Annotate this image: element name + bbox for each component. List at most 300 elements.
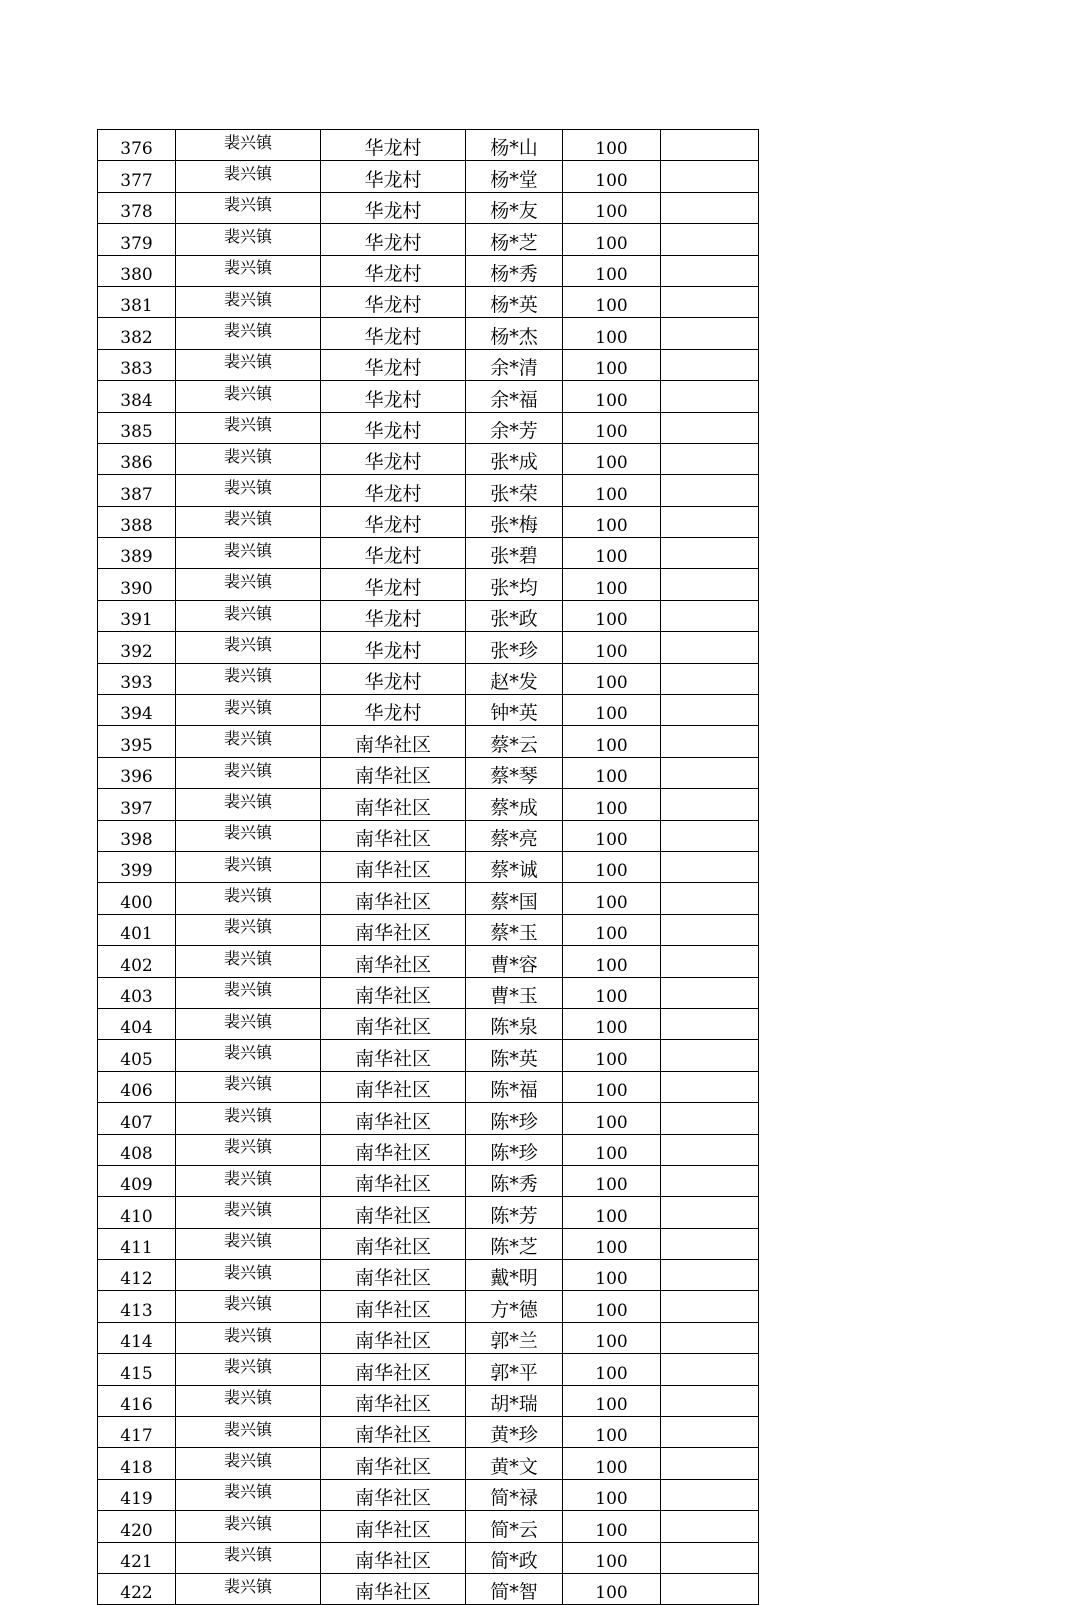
person-name-cell: 杨*秀	[466, 255, 563, 286]
village-cell: 南华社区	[321, 1071, 466, 1102]
table-row	[98, 286, 759, 317]
amount-cell: 100	[563, 475, 661, 506]
person-name-cell: 余*清	[466, 349, 563, 380]
person-name-cell: 简*禄	[466, 1479, 563, 1510]
person-name-cell: 蔡*琴	[466, 757, 563, 788]
serial-number-cell: 407	[98, 1103, 176, 1134]
table-row	[98, 1103, 759, 1134]
village-cell: 华龙村	[321, 538, 466, 569]
person-name-cell: 陈*英	[466, 1040, 563, 1071]
town-cell: 裴兴镇	[176, 1103, 321, 1134]
note-cell	[661, 946, 759, 977]
village-cell: 南华社区	[321, 883, 466, 914]
serial-number-cell: 414	[98, 1322, 176, 1353]
person-name-cell: 蔡*云	[466, 726, 563, 757]
note-cell	[661, 1385, 759, 1416]
town-cell: 裴兴镇	[176, 726, 321, 757]
person-name-cell: 简*智	[466, 1573, 563, 1604]
town-cell: 裴兴镇	[176, 1573, 321, 1604]
serial-number-cell: 403	[98, 977, 176, 1008]
town-cell: 裴兴镇	[176, 349, 321, 380]
town-cell: 裴兴镇	[176, 757, 321, 788]
town-cell: 裴兴镇	[176, 820, 321, 851]
serial-number-cell: 405	[98, 1040, 176, 1071]
note-cell	[661, 1134, 759, 1165]
village-cell: 南华社区	[321, 1354, 466, 1385]
serial-number-cell: 388	[98, 506, 176, 537]
note-cell	[661, 1040, 759, 1071]
serial-number-cell: 402	[98, 946, 176, 977]
note-cell	[661, 1511, 759, 1542]
note-cell	[661, 412, 759, 443]
note-cell	[661, 255, 759, 286]
amount-cell: 100	[563, 161, 661, 192]
town-cell: 裴兴镇	[176, 663, 321, 694]
town-cell: 裴兴镇	[176, 632, 321, 663]
amount-cell: 100	[563, 695, 661, 726]
village-cell: 南华社区	[321, 1040, 466, 1071]
amount-cell: 100	[563, 506, 661, 537]
village-cell: 南华社区	[321, 1417, 466, 1448]
serial-number-cell: 384	[98, 381, 176, 412]
village-cell: 南华社区	[321, 1165, 466, 1196]
amount-cell: 100	[563, 1134, 661, 1165]
town-cell: 裴兴镇	[176, 851, 321, 882]
amount-cell: 100	[563, 789, 661, 820]
table-row	[98, 1008, 759, 1039]
serial-number-cell: 395	[98, 726, 176, 757]
village-cell: 华龙村	[321, 475, 466, 506]
amount-cell: 100	[563, 1354, 661, 1385]
note-cell	[661, 1197, 759, 1228]
serial-number-cell: 400	[98, 883, 176, 914]
village-cell: 南华社区	[321, 1134, 466, 1165]
amount-cell: 100	[563, 1291, 661, 1322]
town-cell: 裴兴镇	[176, 381, 321, 412]
note-cell	[661, 381, 759, 412]
village-cell: 华龙村	[321, 443, 466, 474]
serial-number-cell: 390	[98, 569, 176, 600]
table-row	[98, 1197, 759, 1228]
amount-cell: 100	[563, 1197, 661, 1228]
note-cell	[661, 1008, 759, 1039]
person-name-cell: 戴*明	[466, 1260, 563, 1291]
serial-number-cell: 410	[98, 1197, 176, 1228]
table-row	[98, 1511, 759, 1542]
person-name-cell: 张*碧	[466, 538, 563, 569]
person-name-cell: 陈*秀	[466, 1165, 563, 1196]
village-cell: 华龙村	[321, 600, 466, 631]
serial-number-cell: 413	[98, 1291, 176, 1322]
table-row	[98, 1134, 759, 1165]
table-row	[98, 695, 759, 726]
town-cell: 裴兴镇	[176, 192, 321, 223]
town-cell: 裴兴镇	[176, 1542, 321, 1573]
table-row	[98, 1260, 759, 1291]
town-cell: 裴兴镇	[176, 1071, 321, 1102]
town-cell: 裴兴镇	[176, 1322, 321, 1353]
table-row	[98, 1228, 759, 1259]
serial-number-cell: 396	[98, 757, 176, 788]
table-row	[98, 475, 759, 506]
town-cell: 裴兴镇	[176, 538, 321, 569]
note-cell	[661, 695, 759, 726]
amount-cell: 100	[563, 757, 661, 788]
note-cell	[661, 538, 759, 569]
note-cell	[661, 318, 759, 349]
serial-number-cell: 420	[98, 1511, 176, 1542]
table-row	[98, 192, 759, 223]
table-row	[98, 726, 759, 757]
serial-number-cell: 379	[98, 224, 176, 255]
village-cell: 华龙村	[321, 224, 466, 255]
table-row	[98, 946, 759, 977]
table-row	[98, 663, 759, 694]
village-cell: 南华社区	[321, 726, 466, 757]
amount-cell: 100	[563, 851, 661, 882]
person-name-cell: 杨*堂	[466, 161, 563, 192]
note-cell	[661, 161, 759, 192]
person-name-cell: 张*成	[466, 443, 563, 474]
serial-number-cell: 382	[98, 318, 176, 349]
village-cell: 南华社区	[321, 1291, 466, 1322]
note-cell	[661, 192, 759, 223]
town-cell: 裴兴镇	[176, 255, 321, 286]
serial-number-cell: 408	[98, 1134, 176, 1165]
amount-cell: 100	[563, 1542, 661, 1573]
table-row	[98, 1291, 759, 1322]
amount-cell: 100	[563, 130, 661, 161]
table-row	[98, 130, 759, 161]
village-cell: 南华社区	[321, 757, 466, 788]
serial-number-cell: 401	[98, 914, 176, 945]
serial-number-cell: 415	[98, 1354, 176, 1385]
table-row	[98, 914, 759, 945]
village-cell: 华龙村	[321, 318, 466, 349]
table-row	[98, 538, 759, 569]
town-cell: 裴兴镇	[176, 1511, 321, 1542]
amount-cell: 100	[563, 1228, 661, 1259]
amount-cell: 100	[563, 1071, 661, 1102]
village-cell: 南华社区	[321, 977, 466, 1008]
amount-cell: 100	[563, 820, 661, 851]
person-name-cell: 余*芳	[466, 412, 563, 443]
amount-cell: 100	[563, 1103, 661, 1134]
serial-number-cell: 418	[98, 1448, 176, 1479]
person-name-cell: 张*均	[466, 569, 563, 600]
amount-cell: 100	[563, 1479, 661, 1510]
town-cell: 裴兴镇	[176, 1008, 321, 1039]
serial-number-cell: 409	[98, 1165, 176, 1196]
serial-number-cell: 394	[98, 695, 176, 726]
village-cell: 华龙村	[321, 286, 466, 317]
town-cell: 裴兴镇	[176, 789, 321, 820]
amount-cell: 100	[563, 1511, 661, 1542]
amount-cell: 100	[563, 569, 661, 600]
town-cell: 裴兴镇	[176, 1291, 321, 1322]
person-name-cell: 蔡*诚	[466, 851, 563, 882]
serial-number-cell: 385	[98, 412, 176, 443]
table-row	[98, 443, 759, 474]
town-cell: 裴兴镇	[176, 412, 321, 443]
serial-number-cell: 380	[98, 255, 176, 286]
table-row	[98, 506, 759, 537]
town-cell: 裴兴镇	[176, 1448, 321, 1479]
village-cell: 南华社区	[321, 1197, 466, 1228]
table-row	[98, 789, 759, 820]
table-row	[98, 412, 759, 443]
person-name-cell: 曹*玉	[466, 977, 563, 1008]
serial-number-cell: 376	[98, 130, 176, 161]
town-cell: 裴兴镇	[176, 506, 321, 537]
note-cell	[661, 726, 759, 757]
village-cell: 华龙村	[321, 381, 466, 412]
village-cell: 南华社区	[321, 1228, 466, 1259]
town-cell: 裴兴镇	[176, 224, 321, 255]
town-cell: 裴兴镇	[176, 1260, 321, 1291]
note-cell	[661, 1291, 759, 1322]
person-name-cell: 郭*平	[466, 1354, 563, 1385]
serial-number-cell: 397	[98, 789, 176, 820]
note-cell	[661, 600, 759, 631]
table-row	[98, 1071, 759, 1102]
amount-cell: 100	[563, 538, 661, 569]
table-row	[98, 161, 759, 192]
village-cell: 华龙村	[321, 663, 466, 694]
person-name-cell: 陈*泉	[466, 1008, 563, 1039]
serial-number-cell: 389	[98, 538, 176, 569]
note-cell	[661, 632, 759, 663]
table-row	[98, 255, 759, 286]
note-cell	[661, 506, 759, 537]
amount-cell: 100	[563, 1165, 661, 1196]
town-cell: 裴兴镇	[176, 318, 321, 349]
beneficiary-table	[97, 129, 759, 1605]
table-body	[98, 130, 759, 1605]
amount-cell: 100	[563, 381, 661, 412]
amount-cell: 100	[563, 1008, 661, 1039]
town-cell: 裴兴镇	[176, 1385, 321, 1416]
town-cell: 裴兴镇	[176, 1354, 321, 1385]
note-cell	[661, 914, 759, 945]
person-name-cell: 黄*珍	[466, 1417, 563, 1448]
village-cell: 华龙村	[321, 632, 466, 663]
amount-cell: 100	[563, 318, 661, 349]
person-name-cell: 张*政	[466, 600, 563, 631]
serial-number-cell: 422	[98, 1573, 176, 1604]
note-cell	[661, 820, 759, 851]
note-cell	[661, 1417, 759, 1448]
table-row	[98, 1448, 759, 1479]
serial-number-cell: 386	[98, 443, 176, 474]
amount-cell: 100	[563, 1040, 661, 1071]
amount-cell: 100	[563, 192, 661, 223]
amount-cell: 100	[563, 1417, 661, 1448]
person-name-cell: 黄*文	[466, 1448, 563, 1479]
serial-number-cell: 416	[98, 1385, 176, 1416]
person-name-cell: 陈*芝	[466, 1228, 563, 1259]
town-cell: 裴兴镇	[176, 161, 321, 192]
serial-number-cell: 391	[98, 600, 176, 631]
note-cell	[661, 1322, 759, 1353]
amount-cell: 100	[563, 977, 661, 1008]
village-cell: 南华社区	[321, 1479, 466, 1510]
person-name-cell: 杨*友	[466, 192, 563, 223]
town-cell: 裴兴镇	[176, 130, 321, 161]
table-row	[98, 1385, 759, 1416]
village-cell: 南华社区	[321, 914, 466, 945]
table-row	[98, 381, 759, 412]
note-cell	[661, 569, 759, 600]
note-cell	[661, 1479, 759, 1510]
person-name-cell: 简*云	[466, 1511, 563, 1542]
person-name-cell: 赵*发	[466, 663, 563, 694]
note-cell	[661, 757, 759, 788]
village-cell: 华龙村	[321, 569, 466, 600]
serial-number-cell: 417	[98, 1417, 176, 1448]
village-cell: 华龙村	[321, 161, 466, 192]
person-name-cell: 张*荣	[466, 475, 563, 506]
village-cell: 华龙村	[321, 412, 466, 443]
serial-number-cell: 404	[98, 1008, 176, 1039]
town-cell: 裴兴镇	[176, 946, 321, 977]
person-name-cell: 方*德	[466, 1291, 563, 1322]
note-cell	[661, 1542, 759, 1573]
table-row	[98, 1479, 759, 1510]
amount-cell: 100	[563, 443, 661, 474]
town-cell: 裴兴镇	[176, 1134, 321, 1165]
amount-cell: 100	[563, 1322, 661, 1353]
town-cell: 裴兴镇	[176, 443, 321, 474]
person-name-cell: 郭*兰	[466, 1322, 563, 1353]
town-cell: 裴兴镇	[176, 977, 321, 1008]
note-cell	[661, 851, 759, 882]
person-name-cell: 陈*芳	[466, 1197, 563, 1228]
note-cell	[661, 443, 759, 474]
amount-cell: 100	[563, 632, 661, 663]
amount-cell: 100	[563, 1448, 661, 1479]
person-name-cell: 陈*珍	[466, 1103, 563, 1134]
amount-cell: 100	[563, 726, 661, 757]
amount-cell: 100	[563, 663, 661, 694]
village-cell: 华龙村	[321, 130, 466, 161]
person-name-cell: 余*福	[466, 381, 563, 412]
amount-cell: 100	[563, 349, 661, 380]
town-cell: 裴兴镇	[176, 475, 321, 506]
serial-number-cell: 387	[98, 475, 176, 506]
person-name-cell: 钟*英	[466, 695, 563, 726]
person-name-cell: 陈*珍	[466, 1134, 563, 1165]
table-row	[98, 851, 759, 882]
amount-cell: 100	[563, 914, 661, 945]
person-name-cell: 张*梅	[466, 506, 563, 537]
town-cell: 裴兴镇	[176, 569, 321, 600]
town-cell: 裴兴镇	[176, 914, 321, 945]
table-row	[98, 1322, 759, 1353]
table-row	[98, 1573, 759, 1604]
town-cell: 裴兴镇	[176, 1479, 321, 1510]
note-cell	[661, 789, 759, 820]
serial-number-cell: 399	[98, 851, 176, 882]
person-name-cell: 杨*山	[466, 130, 563, 161]
village-cell: 南华社区	[321, 789, 466, 820]
village-cell: 南华社区	[321, 1511, 466, 1542]
note-cell	[661, 1448, 759, 1479]
village-cell: 南华社区	[321, 946, 466, 977]
person-name-cell: 蔡*成	[466, 789, 563, 820]
village-cell: 南华社区	[321, 1103, 466, 1134]
table-row	[98, 349, 759, 380]
village-cell: 南华社区	[321, 1008, 466, 1039]
amount-cell: 100	[563, 255, 661, 286]
table-row	[98, 757, 759, 788]
table-row	[98, 1354, 759, 1385]
person-name-cell: 蔡*玉	[466, 914, 563, 945]
table-row	[98, 883, 759, 914]
town-cell: 裴兴镇	[176, 286, 321, 317]
table-row	[98, 1542, 759, 1573]
serial-number-cell: 398	[98, 820, 176, 851]
note-cell	[661, 349, 759, 380]
amount-cell: 100	[563, 1260, 661, 1291]
amount-cell: 100	[563, 883, 661, 914]
note-cell	[661, 130, 759, 161]
serial-number-cell: 406	[98, 1071, 176, 1102]
amount-cell: 100	[563, 600, 661, 631]
note-cell	[661, 1071, 759, 1102]
person-name-cell: 简*政	[466, 1542, 563, 1573]
serial-number-cell: 411	[98, 1228, 176, 1259]
note-cell	[661, 1354, 759, 1385]
village-cell: 南华社区	[321, 1542, 466, 1573]
serial-number-cell: 378	[98, 192, 176, 223]
village-cell: 华龙村	[321, 506, 466, 537]
table-row	[98, 977, 759, 1008]
amount-cell: 100	[563, 946, 661, 977]
town-cell: 裴兴镇	[176, 1197, 321, 1228]
person-name-cell: 张*珍	[466, 632, 563, 663]
table-row	[98, 1165, 759, 1196]
note-cell	[661, 977, 759, 1008]
serial-number-cell: 377	[98, 161, 176, 192]
person-name-cell: 杨*杰	[466, 318, 563, 349]
village-cell: 华龙村	[321, 695, 466, 726]
village-cell: 南华社区	[321, 851, 466, 882]
person-name-cell: 胡*瑞	[466, 1385, 563, 1416]
person-name-cell: 蔡*国	[466, 883, 563, 914]
village-cell: 南华社区	[321, 1448, 466, 1479]
note-cell	[661, 1260, 759, 1291]
town-cell: 裴兴镇	[176, 695, 321, 726]
amount-cell: 100	[563, 412, 661, 443]
town-cell: 裴兴镇	[176, 1417, 321, 1448]
table-row	[98, 600, 759, 631]
serial-number-cell: 412	[98, 1260, 176, 1291]
person-name-cell: 杨*英	[466, 286, 563, 317]
town-cell: 裴兴镇	[176, 1040, 321, 1071]
note-cell	[661, 1228, 759, 1259]
note-cell	[661, 224, 759, 255]
note-cell	[661, 475, 759, 506]
village-cell: 南华社区	[321, 1385, 466, 1416]
table-row	[98, 224, 759, 255]
note-cell	[661, 663, 759, 694]
serial-number-cell: 421	[98, 1542, 176, 1573]
village-cell: 华龙村	[321, 255, 466, 286]
note-cell	[661, 1103, 759, 1134]
table-row	[98, 1040, 759, 1071]
town-cell: 裴兴镇	[176, 1228, 321, 1259]
